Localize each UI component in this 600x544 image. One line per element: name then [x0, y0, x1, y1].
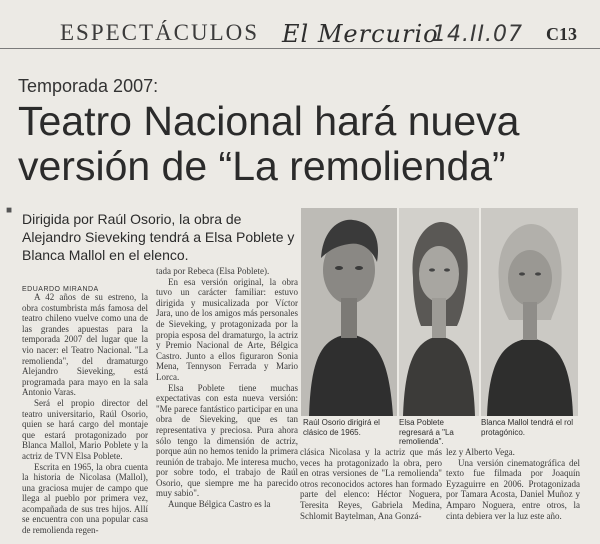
article-column-3	[300, 447, 442, 543]
headline-line-1: Teatro Nacional hará nueva	[18, 98, 520, 144]
paragraph: Una versión cinematográfica del texto fue filmada por Joaquín Eyzaguirre en 2006. Protagonizada por Tamara Acosta, Daniel Muñoz y Amparo Noguera, entre otros, la cinta debiera ver la luz este año.	[446, 457, 580, 521]
paragraph: Aunque Bélgica Castro es la	[168, 499, 271, 510]
photo-caption: Blanca Mallol tendrá el rol protagónico.	[481, 418, 574, 437]
article-column-2	[156, 266, 298, 542]
newspaper-masthead: El Mercurio	[282, 20, 439, 48]
photo-caption: Elsa Poblete regresará a "La remolienda".	[399, 418, 454, 446]
article-column-1	[22, 292, 148, 542]
photo-raul-osorio	[301, 208, 397, 416]
headline	[18, 99, 593, 189]
photo-caption: Raúl Osorio dirigirá el clásico de 1965.	[303, 418, 380, 437]
page-code: C13	[546, 24, 577, 44]
paragraph: A 42 años de su estreno, la obra costumbrista más famosa del teatro chileno vuelve como una de las grandes apuestas para la temporada 2007 del lugar que la vio nacer: el Teatro Nacional. "La remolienda", del dramaturgo Alejandro Sieveking, está programada para mayo en la sala Antonio Varas.	[22, 292, 148, 398]
paragraph: lez y Alberto Vega.	[446, 447, 515, 457]
paragraph: tada por Rebeca (Elsa Poblete).	[156, 266, 270, 276]
header-divider	[0, 48, 600, 49]
paragraph: Elsa Poblete tiene muchas expectativas con esta nueva versión: "Me parece fantástico participar en una obra de Sieveking, que es tan representativa y preciosa. Pura ahora sólo tengo la dimensión de actriz, porque aún no hemos tenido la primera reunión de trabajo. Me interesa mucho, por sobre todo, el trabajo de Raúl Osorio, que siempre me ha parecido muy sabio".	[156, 382, 298, 499]
handwritten-date: 14.II.07	[432, 22, 523, 47]
headline-line-2: versión de “La remolienda”	[18, 143, 506, 189]
section-label: ESPECTÁCULOS	[60, 20, 260, 45]
paragraph: Escrita en 1965, la obra cuenta la historia de Nicolasa (Mallol), una graciosa mujer de campo que llega al pueblo por primera vez, acompañada de sus tres hijos. Allí se encuentra con una popular casa de remolienda regen-	[22, 461, 148, 536]
paragraph: Será el propio director del teatro universitario, Raúl Osorio, quien se hará cargo del montaje que estará protagonizado por Blanca Mallol, Mario Poblete y la actriz de TVN Elsa Poblete.	[22, 397, 148, 461]
byline: EDUARDO MIRANDA	[22, 286, 99, 293]
photo-blanca-mallol	[481, 208, 578, 416]
paragraph: En esa versión original, la obra tuvo un carácter familiar: estuvo dirigida y musicalizada por Víctor Jara, uno de los amigos más personales de Sieveking, y protagonizada por la propia esposa del dramaturgo, la actriz y Premio Nacional de Arte, Bélgica Castro. Junto a ellos figuraron Sonia Mena, Tennyson Ferrada y Mario Lorca.	[156, 276, 298, 382]
photo-elsa-poblete	[399, 208, 479, 416]
bullet-icon: ■	[6, 205, 13, 216]
kicker: Temporada 2007:	[18, 76, 159, 96]
paragraph: clásica Nicolasa y la actriz que más veces ha protagonizado la obra, pero en otras versiones de "La remolienda" otros reconocidos actores han formado parte del elenco: Héctor Noguera, Teresita Reyes, Gabriela Medina, Schlomit Baytelman, Ana Gonzá-	[300, 447, 442, 521]
subheadline: Dirigida por Raúl Osorio, la obra de Alejandro Sieveking tendrá a Elsa Poblete y Blanca Mallol en el elenco.	[22, 211, 295, 263]
article-column-4	[446, 447, 580, 543]
